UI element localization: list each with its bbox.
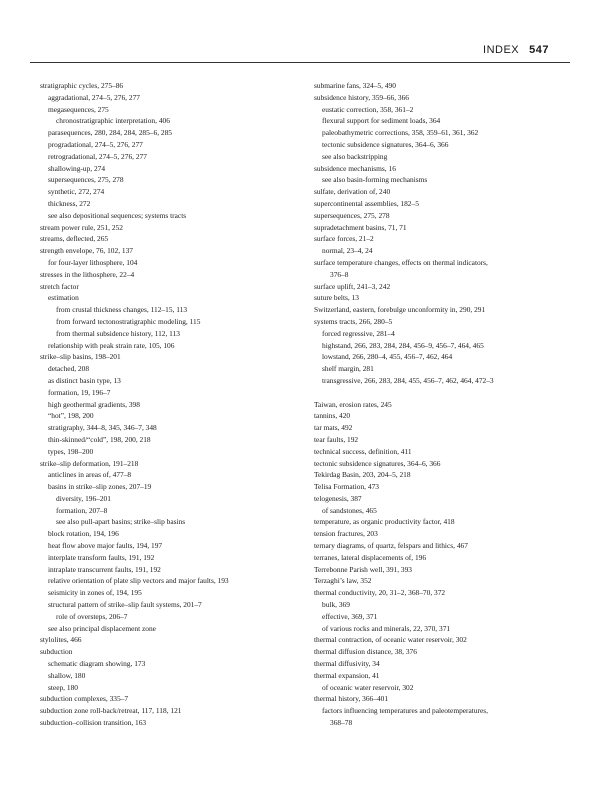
index-entry: from forward tectonostratigraphic modeling, 115 (56, 316, 201, 326)
page-number: 547 (529, 44, 549, 56)
index-entry: block rotation, 194, 196 (48, 529, 119, 539)
index-entry: supradetachment basins, 71, 71 (314, 222, 407, 232)
index-entry: tension fractures, 203 (314, 529, 378, 539)
index-entry: tectonic subsidence signatures, 364–6, 366 (314, 458, 441, 468)
index-entry: tear faults, 192 (314, 434, 359, 444)
index-entry: factors influencing temperatures and paleotemperatures, (322, 706, 489, 716)
index-entry: high geothermal gradients, 398 (48, 399, 140, 409)
index-entry: relationship with peak strain rate, 105, 106 (48, 340, 175, 350)
index-entry: eustatic correction, 358, 361–2 (322, 104, 414, 114)
index-entry: terranes, lateral displacements of, 196 (314, 552, 427, 562)
index-entry: intraplate transcurrent faults, 191, 192 (48, 564, 161, 574)
index-entry: effective, 369, 371 (322, 611, 378, 621)
index-entry: lowstand, 266, 280–4, 455, 456–7, 462, 464 (322, 352, 453, 362)
index-entry: parasequences, 280, 284, 284, 285–6, 285 (48, 128, 172, 138)
index-entry: Terzaghi’s law, 352 (314, 576, 372, 586)
index-entry: stream power rule, 251, 252 (40, 222, 123, 232)
index-entry: stratigraphic cycles, 275–86 (40, 81, 124, 90)
index-entry: subsidence mechanisms, 16 (314, 163, 396, 173)
index-entry: interplate transform faults, 191, 192 (48, 552, 155, 562)
index-entry: Taiwan, erosion rates, 245 (314, 399, 392, 409)
index-entry: Switzerland, eastern, forebulge unconformity in, 290, 291 (314, 305, 486, 315)
index-entry: subsidence history, 359–66, 366 (314, 92, 409, 102)
index-entry: subduction complexes, 335–7 (40, 694, 129, 704)
index-entry: retrogradational, 274–5, 276, 277 (48, 151, 147, 161)
index-entry: paleobathymetric corrections, 358, 359–61, 361, 362 (322, 128, 479, 138)
index-entry: see also basin-forming mechanisms (322, 175, 428, 185)
index-entry: shelf margin, 281 (322, 364, 374, 374)
index-entry: of sandstones, 465 (322, 505, 377, 515)
index-entry: megasequences, 275 (48, 104, 109, 114)
index-entry: flexural support for sediment loads, 364 (322, 116, 441, 126)
index-entry: formation, 207–8 (56, 505, 108, 515)
index-entry: of various rocks and minerals, 22, 370, 371 (322, 623, 451, 633)
index-entry: from crustal thickness changes, 112–15, 113 (56, 305, 188, 315)
index-entry: tectonic subsidence signatures, 364–6, 366 (322, 139, 449, 149)
index-entry: Terrebonne Parish well, 391, 393 (314, 564, 413, 574)
index-entry: highstand, 266, 283, 284, 284, 456–9, 456–7, 464, 465 (322, 340, 484, 350)
index-entry: for four-layer lithosphere, 104 (48, 257, 138, 267)
index-entry: see also principal displacement zone (48, 623, 156, 633)
index-entry: stretch factor (40, 281, 79, 291)
index-entry: anticlines in areas of, 477–8 (48, 470, 132, 480)
index-entry: suture belts, 13 (314, 293, 359, 303)
index-entry: heat flow above major faults, 194, 197 (48, 541, 163, 551)
index-entry: see also backstripping (322, 151, 388, 161)
index-entry: structural pattern of strike–slip fault systems, 201–7 (48, 600, 202, 610)
index-entry: chronostratigraphic interpretation, 406 (56, 116, 170, 126)
index-entry (314, 387, 579, 399)
index-entry: see also pull-apart basins; strike–slip basins (56, 517, 186, 527)
index-entry: tannins, 420 (314, 411, 351, 421)
index-entry: surface uplift, 241–3, 242 (314, 281, 391, 291)
index-entry: 376–8 (330, 269, 349, 279)
index-entry: supersequences, 275, 278 (314, 210, 390, 220)
index-entry: subduction zone roll-back/retreat, 117, 118, 121 (40, 706, 182, 716)
index-entry: strike–slip basins, 198–201 (40, 352, 121, 362)
index-entry: estimation (48, 293, 79, 303)
index-entry: schematic diagram showing, 173 (48, 659, 146, 669)
index-entry: thermal contraction, of oceanic water reservoir, 302 (314, 635, 467, 645)
index-entry: from thermal subsidence history, 112, 113 (56, 328, 180, 338)
index-entry: steep, 180 (48, 682, 78, 692)
index-entry: bulk, 369 (322, 600, 350, 610)
index-entry: normal, 23–4, 24 (322, 246, 373, 256)
index-entry: stylolites, 466 (40, 635, 82, 645)
index-entry: thermal expansion, 41 (314, 670, 380, 680)
index-entry: sulfate, derivation of, 240 (314, 187, 391, 197)
index-column-left (40, 80, 305, 729)
index-entry: relative orientation of plate slip vectors and major faults, 193 (48, 576, 229, 586)
index-entry: systems tracts, 266, 280–5 (314, 316, 393, 326)
index-entry: thermal diffusivity, 34 (314, 659, 380, 669)
index-entry: seismicity in zones of, 194, 195 (48, 588, 142, 598)
index-entry: ternary diagrams, of quartz, felspars and lithics, 467 (314, 541, 468, 551)
index-entry: supersequences, 275, 278 (48, 175, 124, 185)
index-entry: diversity, 196–201 (56, 493, 111, 503)
index-entry: supercontinental assemblies, 182–5 (314, 198, 419, 208)
index-entry: tar mats, 492 (314, 423, 353, 433)
index-entry: strike–slip deformation, 191–218 (40, 458, 139, 468)
index-entry: strength envelope, 76, 102, 137 (40, 246, 133, 256)
index-entry: surface forces, 21–2 (314, 234, 374, 244)
index-entry: stresses in the lithosphere, 22–4 (40, 269, 135, 279)
index-entry: basins in strike–slip zones, 207–19 (48, 482, 152, 492)
index-entry: surface temperature changes, effects on thermal indicators, (314, 257, 488, 267)
index-entry: telogenesis, 387 (314, 493, 362, 503)
index-entry: synthetic, 272, 274 (48, 187, 105, 197)
index-entry: “hot”, 198, 200 (48, 411, 94, 421)
index-entry: forced regressive, 281–4 (322, 328, 395, 338)
index-entry: of oceanic water reservoir, 302 (322, 682, 414, 692)
index-entry: aggradational, 274–5, 276, 277 (48, 92, 140, 102)
index-entry: temperature, as organic productivity factor, 418 (314, 517, 455, 527)
index-entry: technical success, definition, 411 (314, 446, 412, 456)
header-label: INDEX (483, 44, 520, 56)
index-entry: transgressive, 266, 283, 284, 455, 456–7, 462, 464, 472–3 (322, 375, 494, 385)
index-entry: 368–78 (330, 718, 353, 728)
index-entry: Tekirdag Basin, 203, 204–5, 218 (314, 470, 411, 480)
index-entry: role of oversteps, 206–7 (56, 611, 128, 621)
running-header (483, 44, 549, 56)
index-entry: shallowing-up, 274 (48, 163, 106, 173)
index-entry: as distinct basin type, 13 (48, 375, 121, 385)
index-entry: thermal diffusion distance, 38, 376 (314, 647, 417, 657)
index-entry: thermal history, 366–401 (314, 694, 389, 704)
index-entry: stratigraphy, 344–8, 345, 346–7, 348 (48, 423, 157, 433)
index-entry: progradational, 274–5, 276, 277 (48, 139, 143, 149)
index-entry: subduction (40, 647, 73, 657)
header-rule (30, 62, 570, 63)
index-entry: thin-skinned/“cold”, 198, 200, 218 (48, 434, 151, 444)
index-entry: Telisa Formation, 473 (314, 482, 379, 492)
index-entry: submarine fans, 324–5, 490 (314, 81, 396, 90)
index-entry: streams, deflected, 265 (40, 234, 109, 244)
index-entry: thermal conductivity, 20, 31–2, 368–70, 372 (314, 588, 446, 598)
index-entry: subduction–collision transition, 163 (40, 718, 147, 728)
index-entry: thickness, 272 (48, 198, 91, 208)
index-entry: formation, 19, 196–7 (48, 387, 111, 397)
index-column-right (314, 80, 579, 729)
index-entry: see also depositional sequences; systems tracts (48, 210, 187, 220)
index-entry: types, 198–200 (48, 446, 94, 456)
index-entry: detached, 208 (48, 364, 90, 374)
index-entry: shallow, 180 (48, 670, 86, 680)
